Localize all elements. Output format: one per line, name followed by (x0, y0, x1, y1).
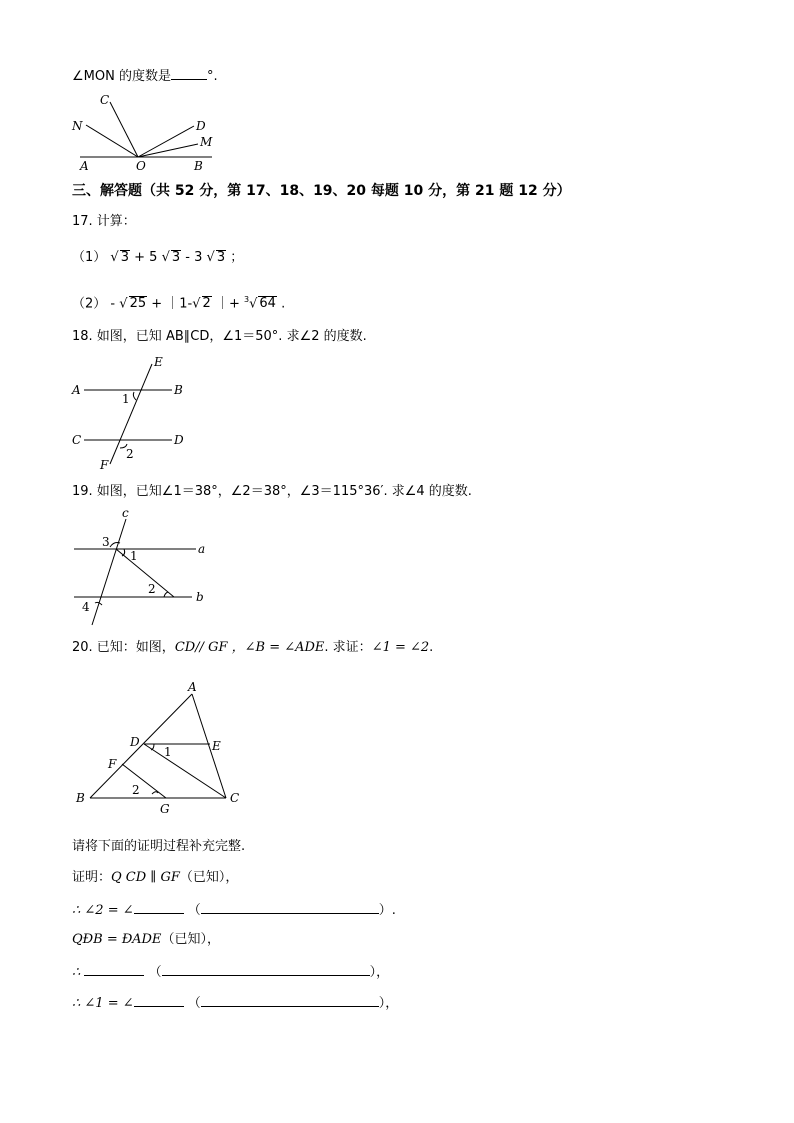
q17-title: 17. 计算： (72, 214, 136, 229)
proof-line-5: ∴ ∠1 = ∠ （ ）， (72, 993, 398, 1013)
radicand: 3 (171, 250, 181, 265)
radicand: 25 (129, 296, 147, 312)
proof-blank-reason[interactable] (162, 962, 370, 976)
label-c: C (72, 433, 82, 447)
radicand: 3 (120, 250, 129, 265)
proof-blank-reason[interactable] (201, 993, 379, 1007)
label-d: D (174, 433, 184, 447)
label-g: G (160, 802, 170, 816)
label-a: a (198, 542, 206, 556)
figure-lines-abc (70, 505, 220, 630)
proof-line-3: QÐB = ÐADE（已知）， (72, 932, 220, 947)
label-o: O (136, 159, 146, 173)
proof-blank-angle[interactable] (134, 993, 184, 1007)
label-c: C (230, 791, 240, 805)
label-c: C (100, 93, 110, 107)
q18-title: 18. 如图，已知 AB∥CD，∠1＝50°. 求∠2 的度数. (72, 329, 367, 344)
proof-line-4: ∴ （ ）， (72, 962, 389, 982)
label-f: F (108, 757, 117, 771)
label-2: 2 (132, 783, 140, 797)
label-c: c (122, 506, 129, 520)
root-index: 3 (244, 295, 250, 304)
q20-title: 20. 已知：如图，CD// GF ，∠B = ∠ADE. 求证：∠1 = ∠2. (72, 640, 434, 655)
section-heading: 三、解答题（共 52 分，第 17、18、19、20 每题 10 分，第 21 题 12 分） (72, 183, 571, 199)
q17-part2: （2） - √ 25 + ｜1-√ 2 ｜+ $^3$√ 64 . (72, 295, 286, 312)
label-1: 1 (164, 745, 172, 759)
figure-triangle-abc (72, 676, 252, 821)
label-1: 1 (122, 392, 130, 406)
label-f: F (100, 458, 109, 472)
q16-text: ∠MON 的度数是 °. (72, 66, 218, 86)
proof-blank-reason[interactable] (201, 900, 379, 914)
q20-prompt: 请将下面的证明过程补充完整. (72, 839, 246, 854)
q17-part1: （1） √ 3 + 5 √ 3 - 3 √ 3 ； (72, 250, 244, 265)
figure-parallel-ab-cd (70, 352, 200, 472)
label-b: B (194, 159, 203, 173)
radicand: 2 (202, 296, 211, 312)
label-d: D (196, 119, 206, 133)
q16-answer-blank[interactable] (171, 66, 207, 80)
label-d: D (130, 735, 140, 749)
proof-line-2: ∴ ∠2 = ∠ （ ）. (72, 900, 396, 920)
proof-line-1: 证明：Q CD ∥ GF（已知）， (72, 870, 239, 885)
figure-rays-mon (70, 88, 220, 178)
label-2: 2 (126, 447, 134, 461)
label-1: 1 (130, 549, 138, 563)
label-a: A (188, 680, 197, 694)
proof-blank-angle[interactable] (134, 900, 184, 914)
label-b: b (196, 590, 204, 604)
label-n: N (72, 119, 83, 133)
label-2: 2 (148, 582, 156, 596)
proof-blank-statement[interactable] (84, 962, 144, 976)
radicand: 3 (216, 250, 226, 265)
label-a: A (72, 383, 81, 397)
label-a: A (80, 159, 89, 173)
radicand: 64 (259, 296, 276, 312)
label-4: 4 (82, 600, 90, 614)
q19-title: 19. 如图，已知∠1＝38°，∠2＝38°，∠3＝115°36′. 求∠4 的度数. (72, 484, 472, 499)
label-m: M (200, 135, 213, 149)
label-e: E (154, 355, 163, 369)
label-b: B (174, 383, 183, 397)
label-b: B (76, 791, 85, 805)
label-e: E (212, 739, 221, 753)
label-3: 3 (102, 535, 110, 549)
